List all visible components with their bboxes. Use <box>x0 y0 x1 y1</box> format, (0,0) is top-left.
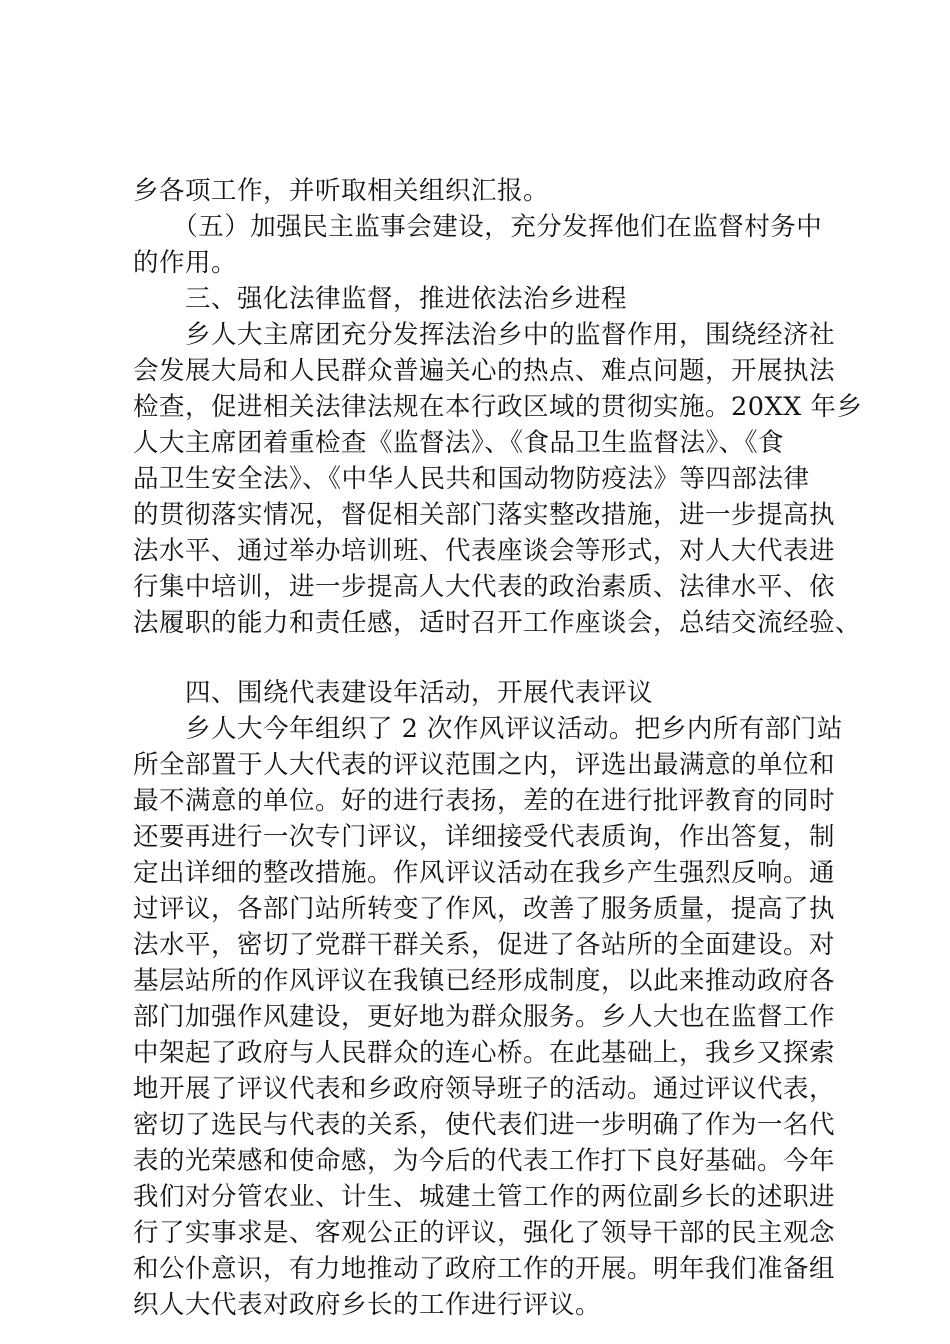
text-line: 密切了选民与代表的关系，使代表们进一步明确了作为一名代 <box>133 1110 836 1140</box>
text-line: 行了实事求是、客观公正的评议，强化了领导干部的民主观念 <box>133 1218 836 1248</box>
text-line: 的作用。 <box>133 248 238 278</box>
text-line: 乡人大主席团充分发挥法治乡中的监督作用，围绕经济社 <box>133 320 836 350</box>
text-line: 地开展了评议代表和乡政府领导班子的活动。通过评议代表， <box>133 1074 836 1104</box>
text-line: 过评议，各部门站所转变了作风，改善了服务质量，提高了执 <box>133 894 836 924</box>
text-line: 表的光荣感和使命感，为今后的代表工作打下良好基础。今年 <box>133 1146 836 1176</box>
text-line: 定出详细的整改措施。作风评议活动在我乡产生强烈反响。通 <box>133 858 836 888</box>
text-line: 法履职的能力和责任感，适时召开工作座谈会，总结交流经验、 <box>133 608 862 638</box>
text-line: 乡各项工作，并听取相关组织汇报。 <box>133 176 550 206</box>
text-line: 行集中培训，进一步提高人大代表的政治素质、法律水平、依 <box>133 572 836 602</box>
text-line: 品卫生安全法》、《中华人民共和国动物防疫法》等四部法律 <box>133 464 810 494</box>
section-heading: 三、强化法律监督，推进依法治乡进程 <box>133 284 628 314</box>
text-line: 法水平，密切了党群干群关系，促进了各站所的全面建设。对 <box>133 930 836 960</box>
text-line: 中架起了政府与人民群众的连心桥。在此基础上，我乡又探索 <box>133 1038 836 1068</box>
text-line: 我们对分管农业、计生、城建土管工作的两位副乡长的述职进 <box>133 1182 836 1212</box>
text-line: 的贯彻落实情况，督促相关部门落实整改措施，进一步提高执 <box>133 500 836 530</box>
text-line: 还要再进行一次专门评议，详细接受代表质询，作出答复，制 <box>133 822 836 852</box>
text-line: 会发展大局和人民群众普遍关心的热点、难点问题，开展执法 <box>133 356 836 386</box>
text-line: （五）加强民主监事会建设，充分发挥他们在监督村务中 <box>133 212 823 242</box>
text-line: 检查，促进相关法律法规在本行政区域的贯彻实施。20XX 年乡 <box>133 392 863 422</box>
text-line: 法水平、通过举办培训班、代表座谈会等形式，对人大代表进 <box>133 536 836 566</box>
text-line: 所全部置于人大代表的评议范围之内，评选出最满意的单位和 <box>133 750 836 780</box>
text-line: 和公仆意识，有力地推动了政府工作的开展。明年我们准备组 <box>133 1254 836 1284</box>
text-line: 部门加强作风建设，更好地为群众服务。乡人大也在监督工作 <box>133 1002 836 1032</box>
text-line: 织人大代表对政府乡长的工作进行评议。 <box>133 1290 602 1320</box>
text-line: 基层站所的作风评议在我镇已经形成制度，以此来推动政府各 <box>133 966 836 996</box>
text-line: 人大主席团着重检查《监督法》、《食品卫生监督法》、《食 <box>133 428 785 458</box>
section-heading: 四、围绕代表建设年活动，开展代表评议 <box>133 678 654 708</box>
text-line: 最不满意的单位。好的进行表扬，差的在进行批评教育的同时 <box>133 786 836 816</box>
text-line: 乡人大今年组织了 2 次作风评议活动。把乡内所有部门站 <box>133 714 843 744</box>
